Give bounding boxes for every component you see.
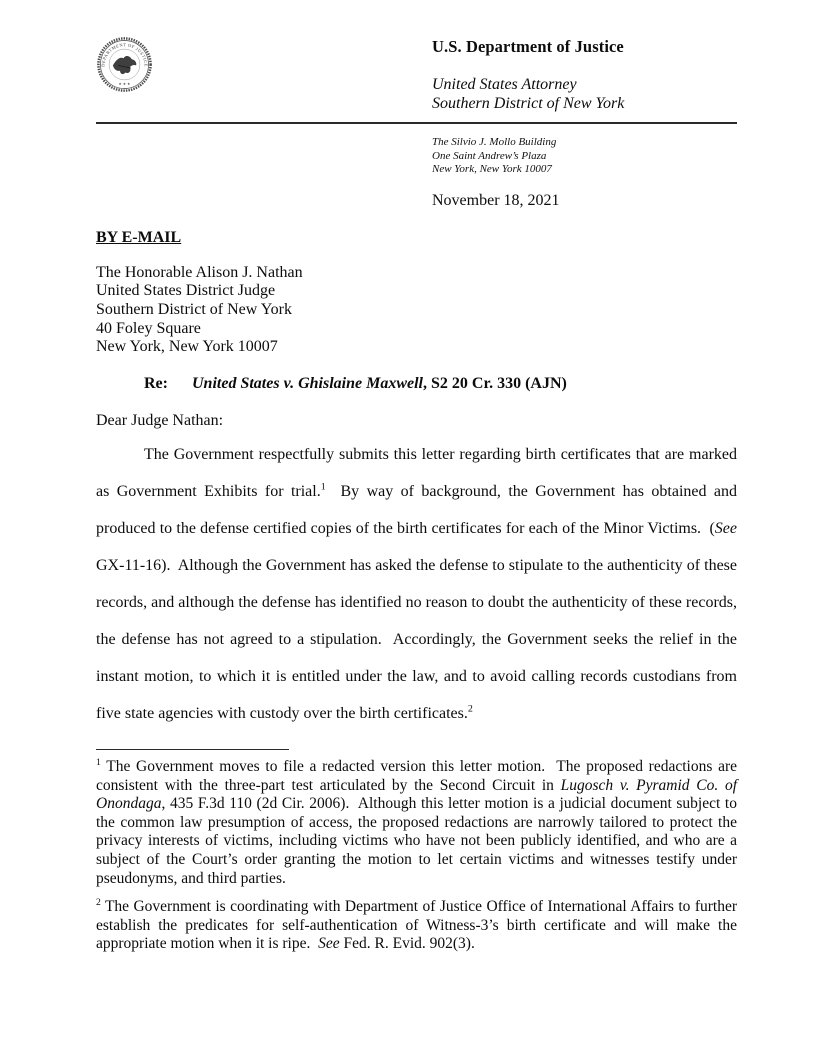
recipient-line: Southern District of New York [96,300,292,318]
department-of-justice-seal-icon [96,36,153,93]
footnote-separator [96,749,289,750]
office-district: Southern District of New York [432,95,625,112]
letterhead-text [432,37,737,113]
office-address-line: New York, New York 10007 [432,163,552,175]
recipient-address [96,264,737,358]
body-paragraph: The Government respectfully submits this letter regarding birth certificates that are marked as Government Exhibits for trial.$^1$ By way of background, the Government has obtained and produced to the defense certified copies of the birth certificates for each of the Minor Victims. (See GX-11-16). Although the Government has asked the defense to stipulate to the authenticity of these records, and although the defense has identified no reason to doubt the authenticity of these records, the defense has not agreed to a stipulation. Accordingly, the Government seeks the relief in the instant motion, to which it is entitled under the law, and to avoid calling records custodians from five state agencies with custody over the birth certificates.$^2$ [96,446,742,723]
letter-date: November 18, 2021 [432,191,560,209]
re-label: Re: [144,375,168,393]
delivery-method: BY E-MAIL [96,228,182,246]
office-address-line: The Silvio J. Mollo Building [432,136,557,148]
case-name: United States v. Ghislaine Maxwell [192,375,423,393]
office-address-line: One Saint Andrew’s Plaza [432,149,547,162]
letterhead [96,37,737,113]
recipient-line: United States District Judge [96,282,276,300]
letterhead-divider [96,122,737,124]
footnote-1: $^1$ The Government moves to file a redacted version this letter motion. The proposed redactions are consistent with the three-part test articulated by the Second Circuit in Lugosch v. Pyramid Co. of Onondaga, 435 F.3d 110 (2d Cir. 2006). Although this letter motion is a judicial document subject to the common law presumption of access, the proposed redactions are narrowly tailored to protect the privacy interests of victims, including victims who have not been publicly identified, and who are a subject of the Court’s order granting the motion to let certain victims and witnesses testify under pseudonyms, and third parties. [96,756,741,887]
office-address [432,136,737,177]
recipient-line: New York, New York 10007 [96,338,278,356]
svg-text:★ ★ ★: ★ ★ ★ [118,81,131,86]
recipient-line: The Honorable Alison J. Nathan [96,263,303,281]
office-block [432,75,737,113]
re-line [96,374,737,393]
agency-name: U.S. Department of Justice [432,37,624,56]
case-number: , S2 20 Cr. 330 (AJN) [422,375,567,393]
recipient-line: 40 Foley Square [96,319,201,337]
svg-text:DEPARTMENT OF JUSTICE: DEPARTMENT OF JUSTICE [100,42,149,67]
footnote-2: $^2$ The Government is coordinating with Department of Justice Office of International Affairs to further establish the predicates for self-authentication of Witness-3’s birth certificate and will make the appropriate motion when it is ripe. See Fed. R. Evid. 902(3). [96,897,741,953]
office-title: United States Attorney [432,76,577,93]
salutation: Dear Judge Nathan: [96,412,224,430]
